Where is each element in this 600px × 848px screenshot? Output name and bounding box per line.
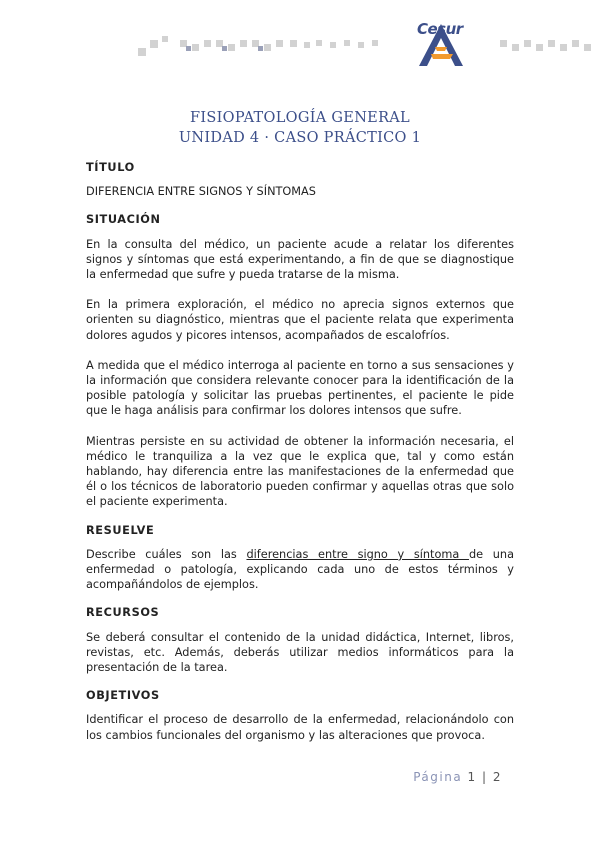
resuelve-text-start: Describe cuáles son las	[86, 547, 247, 561]
page-separator: |	[481, 770, 488, 784]
situacion-paragraph-4: Mientras persiste en su actividad de obtener la información necesaria, el médico le tranquiliza a la vez que le explica que, tal y como están hablando, hay diferencia entre las manifestaciones de la enfermedad que él o los técnicos de laboratorio pueden confirmar y aquellas otras que solo el paciente experimenta.	[86, 434, 514, 509]
title-line-1: FISIOPATOLOGÍA GENERAL	[190, 110, 410, 126]
objetivos-text: Identificar el proceso de desarrollo de la enfermedad, relacionándolo con los cambios funcionales del organismo y las alteraciones que provoca.	[86, 713, 514, 742]
situacion-paragraph-2: En la primera exploración, el médico no aprecia signos externos que orienten su diagnóstico, mientras que el paciente relata que experimenta dolores agudos y picores intensos, acompañados de escalofríos.	[86, 298, 514, 342]
title-line-2: UNIDAD 4 · CASO PRÁCTICO 1	[178, 130, 422, 146]
cesur-logo	[413, 14, 471, 68]
situacion-paragraph-1: En la consulta del médico, un paciente acude a relatar los diferentes signos y síntomas que está experimentando, a fin de que se diagnostique la enfermedad que sufre y pueda tratarse de la misma.	[86, 237, 514, 282]
page-total: 2	[492, 770, 502, 784]
situacion-paragraph-3: A medida que el médico interroga al paciente en torno a sus sensaciones y la información que considera relevante conocer para la identificación de la posible patología y solicitar las pruebas pertinentes, el paciente le pide que le haga análisis para confirmar los dolores intensos que sufre.	[86, 358, 514, 418]
document-title	[0, 108, 600, 148]
page-current: 1	[467, 770, 477, 784]
resuelve-text-end: de una enfermedad o patología, explicando cada uno de estos términos y acompañándolos de ejemplos.	[86, 547, 514, 592]
page-number	[413, 770, 502, 784]
section-heading-situacion: SITUACIÓN	[86, 213, 161, 227]
section-heading-objetivos: OBJETIVOS	[86, 689, 160, 703]
logo-text: Cesur	[417, 20, 463, 38]
pixel-pattern-right	[500, 40, 591, 51]
section-heading-resuelve: RESUELVE	[86, 523, 155, 537]
section-heading-recursos: RECURSOS	[86, 606, 160, 620]
document-body	[86, 160, 514, 743]
section-heading-titulo: TÍTULO	[86, 161, 135, 174]
page-label: Página	[413, 770, 463, 784]
resuelve-underlined-phrase: diferencias entre signo y síntoma	[246, 547, 469, 561]
header-decoration	[0, 0, 600, 80]
titulo-text: DIFERENCIA ENTRE SIGNOS Y SÍNTOMAS	[86, 185, 316, 199]
resuelve-text	[86, 547, 514, 593]
recursos-text: Se deberá consultar el contenido de la unidad didáctica, Internet, libros, revistas, etc. Además, deberás utilizar medios informáticos para la presentación de la tarea.	[86, 630, 514, 675]
